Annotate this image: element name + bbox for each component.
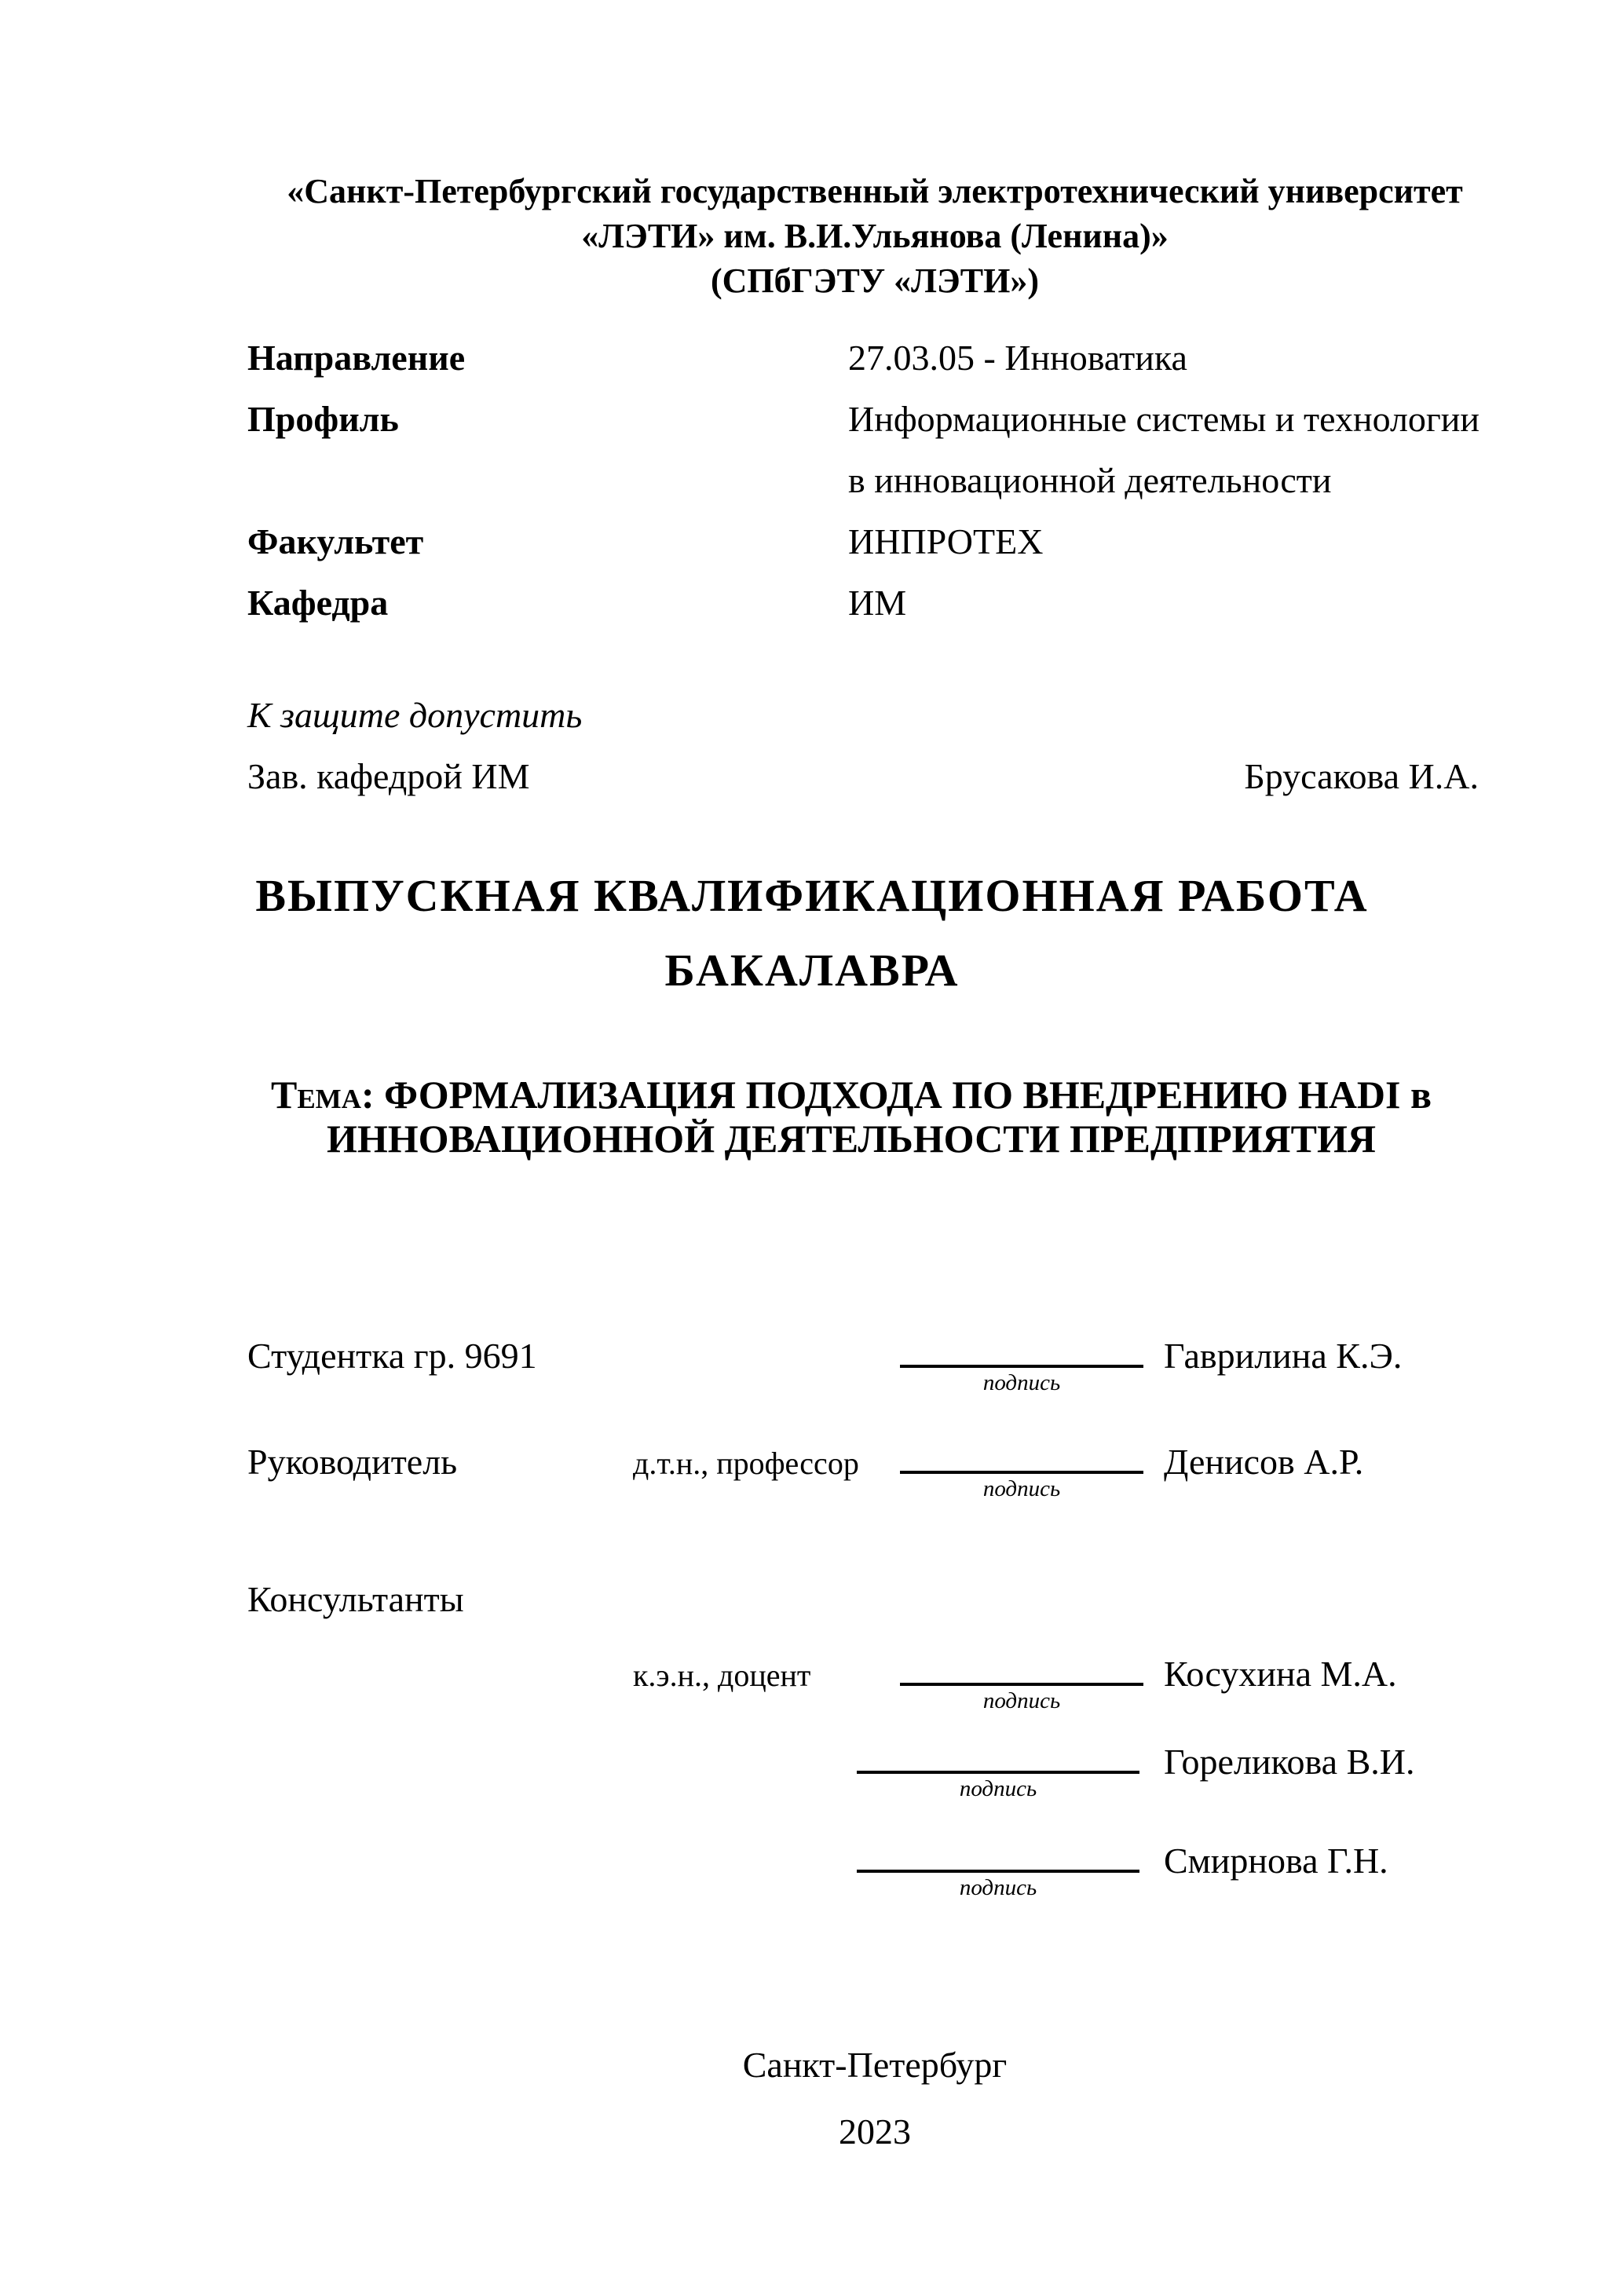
thesis-title-line2: БАКАЛАВРА xyxy=(664,945,960,996)
faculty-label: Факультет xyxy=(247,521,424,561)
field-row-profile xyxy=(247,389,1502,450)
signature-line xyxy=(900,1471,1143,1474)
thesis-title-line1: ВЫПУСКНАЯ КВАЛИФИКАЦИОННАЯ РАБОТА xyxy=(255,870,1369,921)
signature-caption: подпись xyxy=(959,1776,1037,1801)
supervisor-name: Денисов А.Р. xyxy=(1164,1442,1364,1482)
admit-to-defense-line: К защите допустить xyxy=(247,695,583,735)
signature-line xyxy=(857,1870,1139,1873)
field-row-department xyxy=(247,572,1502,634)
student-name: Гаврилина К.Э. xyxy=(1164,1336,1403,1376)
topic-label: Тема: xyxy=(270,1073,375,1117)
consultant-2-signature-cell xyxy=(869,1771,1128,1802)
consultant-1-degree: к.э.н., доцент xyxy=(633,1658,811,1693)
department-label: Кафедра xyxy=(247,583,389,623)
signature-caption: подпись xyxy=(982,1476,1061,1501)
department-value: ИМ xyxy=(848,583,907,623)
direction-label: Направление xyxy=(247,338,466,378)
department-head-name: Брусакова И.А. xyxy=(1244,756,1479,796)
university-name-line2: «ЛЭТИ» им. В.И.Ульянова (Ленина)» xyxy=(581,217,1169,255)
profile-value-line2: в инновационной деятельности xyxy=(848,460,1332,500)
field-row-direction xyxy=(247,327,1502,389)
supervisor-degree: д.т.н., профессор xyxy=(633,1446,859,1481)
signature-line xyxy=(900,1365,1143,1368)
consultant-1-signature-cell xyxy=(892,1683,1151,1714)
signature-caption: подпись xyxy=(982,1688,1061,1713)
consultants-label: Консультанты xyxy=(247,1579,464,1619)
footer-year: 2023 xyxy=(839,2111,911,2152)
signature-line xyxy=(900,1683,1143,1686)
signature-row-consultant-3 xyxy=(247,1840,1502,1901)
university-abbreviation: (СПбГЭТУ «ЛЭТИ») xyxy=(711,261,1039,300)
signature-line xyxy=(857,1771,1139,1774)
student-signature-cell xyxy=(892,1365,1151,1396)
signature-caption: подпись xyxy=(982,1370,1061,1395)
field-row-faculty xyxy=(247,511,1502,572)
university-name-line1: «Санкт-Петербургский государственный электротехнический университет xyxy=(287,172,1463,210)
university-header xyxy=(247,169,1502,303)
faculty-value: ИНПРОТЕХ xyxy=(848,521,1044,561)
student-role: Студентка гр. 9691 xyxy=(247,1336,537,1376)
thesis-topic-line1 xyxy=(200,1073,1502,1117)
consultant-3-signature-cell xyxy=(869,1870,1128,1901)
field-row-profile-cont xyxy=(247,450,1502,511)
topic-text-line2: ИННОВАЦИОННОЙ ДЕЯТЕЛЬНОСТИ ПРЕДПРИЯТИЯ xyxy=(326,1117,1377,1161)
supervisor-role: Руководитель xyxy=(247,1442,458,1482)
department-head-row xyxy=(247,746,1502,807)
thesis-title xyxy=(122,858,1502,1007)
supervisor-signature-cell xyxy=(892,1471,1151,1502)
profile-label-empty xyxy=(247,450,848,511)
signature-caption: подпись xyxy=(959,1875,1037,1900)
thesis-topic xyxy=(200,1073,1502,1161)
signature-row-student xyxy=(247,1335,1502,1396)
profile-label: Профиль xyxy=(247,399,399,439)
page-footer xyxy=(247,2031,1502,2165)
approval-block xyxy=(247,685,1502,807)
signature-row-consultant-1 xyxy=(247,1653,1502,1714)
signature-row-consultant-2 xyxy=(247,1741,1502,1802)
consultant-3-name: Смирнова Г.Н. xyxy=(1164,1841,1388,1881)
consultant-2-name: Гореликова В.И. xyxy=(1164,1742,1415,1782)
department-head-label: Зав. кафедрой ИМ xyxy=(247,756,530,796)
topic-text-line1: ФОРМАЛИЗАЦИЯ ПОДХОДА ПО ВНЕДРЕНИЮ HADI в xyxy=(374,1073,1432,1117)
program-fields xyxy=(247,327,1502,634)
consultant-1-name: Косухина М.А. xyxy=(1164,1654,1397,1694)
direction-value: 27.03.05 - Инноватика xyxy=(848,338,1187,378)
profile-value-line1: Информационные системы и технологии xyxy=(848,399,1480,439)
signature-row-supervisor xyxy=(247,1441,1502,1502)
footer-city: Санкт-Петербург xyxy=(742,2045,1008,2085)
